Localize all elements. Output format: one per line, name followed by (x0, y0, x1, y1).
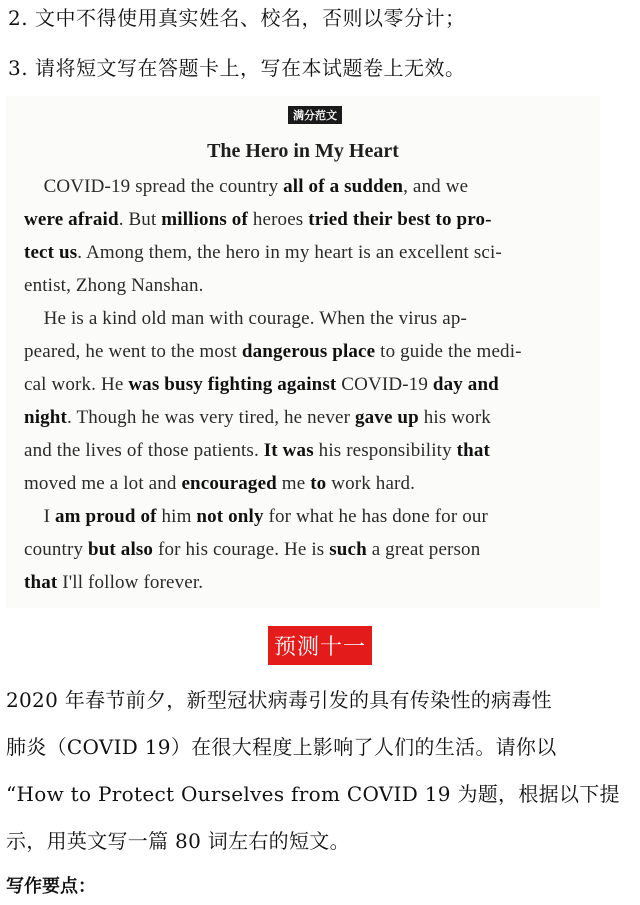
essay-line: I am proud of him not only for what he has done for our (24, 506, 488, 527)
essay-key-phrase: that (456, 440, 490, 461)
prediction-eleven-banner: 预测十一 (268, 626, 372, 665)
essay-line: COVID-19 spread the country all of a sudden, and we (24, 176, 469, 197)
prompt-line: “How to Protect Ourselves from COVID 19 为题，根据以下提 (6, 782, 620, 806)
essay-title: The Hero in My Heart (207, 140, 399, 162)
essay-line: entist, Zhong Nanshan. (24, 275, 204, 296)
essay-key-phrase: night (24, 407, 67, 428)
essay-line: tect us. Among them, the hero in my heart is an excellent sci- (24, 242, 502, 263)
essay-line: peared, he went to the most dangerous place to guide the medi- (24, 341, 522, 362)
essay-line: moved me a lot and encouraged me to work hard. (24, 473, 416, 494)
essay-key-phrase: millions of (161, 209, 248, 230)
essay-line: country but also for his courage. He is such a great person (24, 539, 481, 560)
prompt-line: 肺炎（COVID 19）在很大程度上影响了人们的生活。请你以 (6, 735, 557, 759)
full-score-badge: 满分范文 (288, 106, 342, 124)
essay-key-phrase: was busy fighting against (128, 374, 337, 395)
instruction-2: 2. 文中不得使用真实姓名、校名，否则以零分计； (8, 6, 466, 30)
essay-key-phrase: tried their best to pro- (308, 209, 492, 230)
prompt-line: 2020 年春节前夕，新型冠状病毒引发的具有传染性的病毒性 (6, 688, 552, 712)
instruction-3: 3. 请将短文写在答题卡上，写在本试题卷上无效。 (8, 56, 466, 80)
essay-key-phrase: dangerous place (241, 341, 376, 362)
essay-key-phrase: day and (432, 374, 499, 395)
essay-key-phrase: tect us (24, 242, 78, 263)
essay-line: cal work. He was busy fighting against COVID-19 day and (24, 374, 499, 395)
prompt-line: 示，用英文写一篇 80 词左右的短文。 (6, 829, 350, 853)
essay-key-phrase: It was (263, 440, 314, 461)
essay-key-phrase: gave up (355, 407, 419, 428)
essay-key-phrase: were afraid (24, 209, 119, 230)
essay-line: and the lives of those patients. It was his responsibility that (24, 440, 490, 461)
essay-key-phrase: not only (196, 506, 264, 527)
essay-key-phrase: am proud of (54, 506, 157, 527)
essay-key-phrase: but also (88, 539, 154, 560)
essay-key-phrase: such (329, 539, 367, 560)
essay-line: He is a kind old man with courage. When the virus ap- (24, 308, 467, 329)
essay-key-phrase: that (24, 572, 58, 593)
essay-key-phrase: encouraged (181, 473, 277, 494)
essay-line: were afraid. But millions of heroes tried their best to pro- (24, 209, 492, 230)
writing-points-heading: 写作要点： (6, 876, 96, 897)
essay-key-phrase: all of a sudden (283, 176, 404, 197)
sample-essay-scan (6, 96, 600, 608)
essay-key-phrase: to (310, 473, 327, 494)
essay-line: that I'll follow forever. (24, 572, 204, 593)
essay-line: night. Though he was very tired, he never gave up his work (24, 407, 491, 428)
